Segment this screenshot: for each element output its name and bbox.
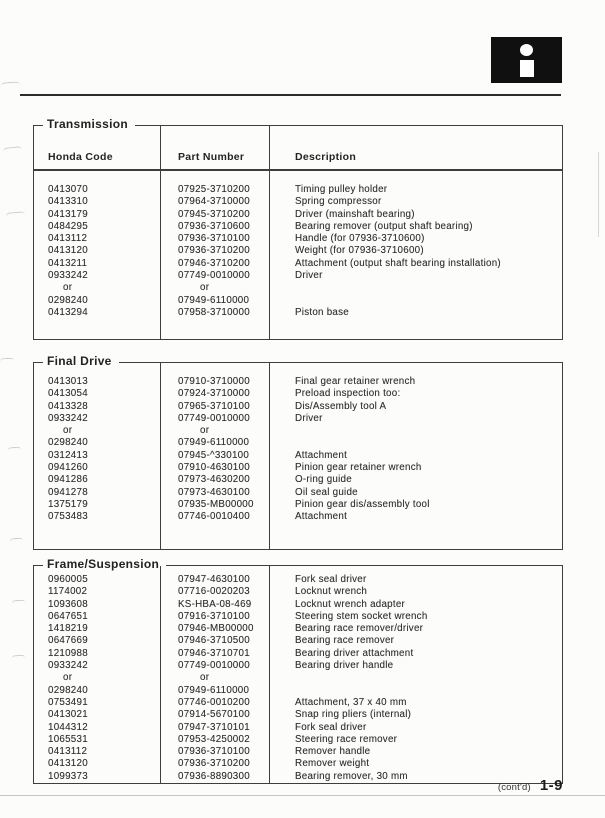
table-row [34, 648, 562, 660]
table-row [34, 474, 562, 486]
info-icon-stem [520, 60, 534, 77]
table-row [34, 413, 562, 425]
table-row [34, 245, 562, 257]
part-number: 07936-3710200 [178, 758, 250, 770]
description: Timing pulley holder [295, 184, 388, 195]
part-number: 07936-8890300 [178, 770, 250, 782]
honda-code: or [63, 672, 73, 684]
table-row [34, 734, 562, 746]
honda-code: 0413112 [48, 746, 88, 758]
honda-code: 0413294 [48, 306, 88, 318]
table-row [34, 697, 562, 709]
honda-code: 0647669 [48, 635, 88, 647]
table-row [34, 295, 562, 307]
honda-code: 0941286 [48, 474, 88, 486]
table-row [34, 722, 562, 734]
part-number: 07746-0010400 [178, 511, 250, 523]
part-number: 07946-3710200 [178, 257, 250, 269]
description: Handle (for 07936-3710600) [295, 233, 425, 245]
part-number: 07746-0010200 [178, 696, 250, 708]
part-number: 07749-0010000 [178, 660, 250, 672]
table-row [34, 511, 562, 523]
contd-label: (cont'd) [497, 782, 531, 793]
honda-code: 0647651 [48, 610, 88, 622]
part-number: 07964-3710000 [178, 196, 250, 208]
page-number: 1-9 [539, 777, 563, 794]
section-title: Final Drive [43, 354, 119, 368]
description: Pinion gear retainer wrench [295, 462, 422, 474]
table-row [34, 599, 562, 611]
part-number: 07936-3710600 [178, 220, 250, 232]
honda-code: 0298240 [48, 437, 88, 449]
table-row [34, 771, 562, 783]
table-row [34, 499, 562, 511]
honda-code: or [63, 282, 73, 294]
part-number: 07924-3710000 [178, 388, 250, 400]
table-row [34, 209, 562, 221]
table-row [34, 221, 562, 233]
honda-code: 0933242 [48, 270, 88, 282]
column-header-honda-code: Honda Code [48, 151, 113, 163]
description: Steering race remover [295, 733, 398, 745]
table-row [34, 437, 562, 449]
honda-code: 1093608 [48, 598, 88, 610]
honda-code: 0413112 [48, 233, 88, 245]
scan-mark [1, 81, 20, 89]
part-number: 07947-3710101 [178, 721, 250, 733]
description [269, 685, 562, 697]
honda-code: 0298240 [48, 294, 88, 306]
table-row [34, 233, 562, 245]
description: Oil seal guide [295, 486, 358, 498]
section-final-drive [33, 354, 563, 550]
section-title: Frame/Suspension [43, 557, 166, 571]
table-row [34, 184, 562, 196]
part-number: 07973-4630200 [178, 474, 250, 486]
part-number: or [200, 282, 210, 294]
part-number: 07945-^330100 [178, 449, 250, 461]
honda-code: 1174002 [48, 586, 88, 598]
description: Final gear retainer wrench [295, 376, 416, 387]
table-row [34, 672, 562, 684]
table-row [34, 586, 562, 598]
table-row [34, 425, 562, 437]
description: Piston base [295, 306, 349, 318]
honda-code: 0413013 [48, 376, 88, 387]
scan-mark [0, 358, 14, 366]
scan-mark [12, 655, 25, 663]
description: Weight (for 07936-3710600) [295, 245, 424, 257]
description: Pinion gear dis/assembly tool [295, 498, 430, 510]
description [269, 672, 562, 684]
table-row [34, 487, 562, 499]
part-number: 07749-0010000 [178, 412, 250, 424]
part-number: 07946-MB00000 [178, 623, 254, 635]
part-number: 07946-3710500 [178, 635, 250, 647]
honda-code: 0933242 [48, 660, 88, 672]
table-row [34, 623, 562, 635]
scan-mark [12, 599, 26, 607]
honda-code: 0933242 [48, 412, 88, 424]
part-number: 07910-3710000 [178, 376, 250, 387]
description: Bearing race remover [295, 635, 395, 647]
honda-code: 0413179 [48, 208, 88, 220]
honda-code: 0941278 [48, 486, 88, 498]
table-row [34, 462, 562, 474]
description: Driver [295, 270, 323, 282]
honda-code: 0413070 [48, 184, 88, 195]
scan-mark [8, 447, 21, 455]
section-transmission [33, 117, 563, 340]
table-row [34, 270, 562, 282]
description: Bearing race remover/driver [295, 623, 424, 635]
part-number: 07925-3710200 [178, 184, 250, 195]
description: Bearing driver handle [295, 660, 394, 672]
description: Snap ring pliers (internal) [295, 709, 412, 721]
table-row [34, 282, 562, 294]
table-row [34, 746, 562, 758]
description: Spring compressor [295, 196, 382, 208]
table-row [34, 401, 562, 413]
honda-code: 0413021 [48, 709, 88, 721]
table-body [34, 184, 562, 319]
description: Remover weight [295, 758, 370, 770]
table-row [34, 258, 562, 270]
honda-code: 1044312 [48, 721, 88, 733]
description: Attachment, 37 x 40 mm [295, 696, 407, 708]
table-row [34, 450, 562, 462]
table-row [34, 388, 562, 400]
table-row [34, 758, 562, 770]
table-body [34, 376, 562, 524]
honda-code: 1099373 [48, 770, 88, 782]
part-number: 07949-6110000 [178, 294, 250, 306]
scan-mark [6, 211, 26, 220]
description: Bearing remover (output shaft bearing) [295, 220, 473, 232]
honda-code: 1375179 [48, 498, 88, 510]
honda-code: 0413211 [48, 257, 88, 269]
honda-code: 0413054 [48, 388, 88, 400]
part-number: or [200, 425, 210, 437]
honda-code: 0413310 [48, 196, 88, 208]
part-number: 07953-4250002 [178, 733, 250, 745]
part-number: 07965-3710100 [178, 400, 250, 412]
honda-code: 0413328 [48, 400, 88, 412]
part-number: 07935-MB00000 [178, 498, 254, 510]
honda-code: 0298240 [48, 684, 88, 696]
info-icon-dot [520, 44, 533, 56]
honda-code: 0753491 [48, 696, 88, 708]
honda-code: or [63, 425, 73, 437]
table-row [34, 196, 562, 208]
honda-code: 0753483 [48, 511, 88, 523]
column-header-description: Description [295, 151, 357, 163]
honda-code: 1065531 [48, 733, 88, 745]
page-footer [498, 777, 563, 794]
table-header-row [34, 126, 562, 171]
description: Attachment [295, 511, 348, 523]
honda-code: 1210988 [48, 647, 88, 659]
description: Attachment (output shaft bearing installation) [295, 257, 501, 269]
part-number: 07949-6110000 [178, 437, 250, 449]
description: O-ring guide [295, 474, 352, 486]
description: Remover handle [295, 746, 371, 758]
scan-mark [3, 146, 23, 155]
honda-code: 0413120 [48, 758, 88, 770]
part-number: KS-HBA-08-469 [178, 598, 252, 610]
part-number: 07749-0010000 [178, 270, 250, 282]
column-header-part-number: Part Number [178, 151, 245, 163]
description: Driver [295, 412, 323, 424]
honda-code: 0312413 [48, 449, 88, 461]
top-divider [20, 94, 561, 96]
part-number: 07947-4630100 [178, 574, 250, 585]
section-frame-suspension [33, 557, 563, 784]
honda-code: 0484295 [48, 220, 88, 232]
table-row [34, 611, 562, 623]
table-row [34, 307, 562, 319]
part-number: 07936-3710100 [178, 746, 250, 758]
honda-code: 0960005 [48, 574, 88, 585]
part-number: 07946-3710701 [178, 647, 250, 659]
honda-code: 0413120 [48, 245, 88, 257]
table-row [34, 376, 562, 388]
part-number: 07936-3710100 [178, 233, 250, 245]
description: Fork seal driver [295, 574, 367, 585]
part-number: 07973-4630100 [178, 486, 250, 498]
table-row [34, 660, 562, 672]
section-title: Transmission [43, 117, 135, 131]
table-row [34, 574, 562, 586]
table-row [34, 709, 562, 721]
description: Locknut wrench [295, 586, 368, 598]
description: Bearing driver attachment [295, 647, 414, 659]
description [269, 295, 562, 307]
description: Locknut wrench adapter [295, 598, 406, 610]
description [269, 425, 562, 437]
part-number: 07958-3710000 [178, 306, 250, 318]
part-number: 07936-3710200 [178, 245, 250, 257]
part-number: 07716-0020203 [178, 586, 250, 598]
table-row [34, 685, 562, 697]
part-number: 07916-3710100 [178, 610, 250, 622]
part-number: 07949-6110000 [178, 684, 250, 696]
honda-code: 0941260 [48, 462, 88, 474]
description: Attachment [295, 449, 348, 461]
bottom-divider [0, 795, 605, 796]
description: Bearing remover, 30 mm [295, 770, 408, 782]
description: Driver (mainshaft bearing) [295, 208, 415, 220]
table-row [34, 635, 562, 647]
scan-streak [598, 152, 599, 237]
scan-mark [10, 538, 23, 546]
table-body [34, 574, 562, 783]
info-icon [491, 37, 562, 83]
description: Fork seal driver [295, 721, 367, 733]
honda-code: 1418219 [48, 623, 88, 635]
description: Preload inspection too: [295, 388, 401, 400]
part-number: or [200, 672, 210, 684]
description [269, 282, 562, 294]
description: Steering stem socket wrench [295, 610, 428, 622]
description [269, 437, 562, 449]
part-number: 07945-3710200 [178, 208, 250, 220]
part-number: 07910-4630100 [178, 462, 250, 474]
part-number: 07914-5670100 [178, 709, 250, 721]
description: Dis/Assembly tool A [295, 400, 387, 412]
